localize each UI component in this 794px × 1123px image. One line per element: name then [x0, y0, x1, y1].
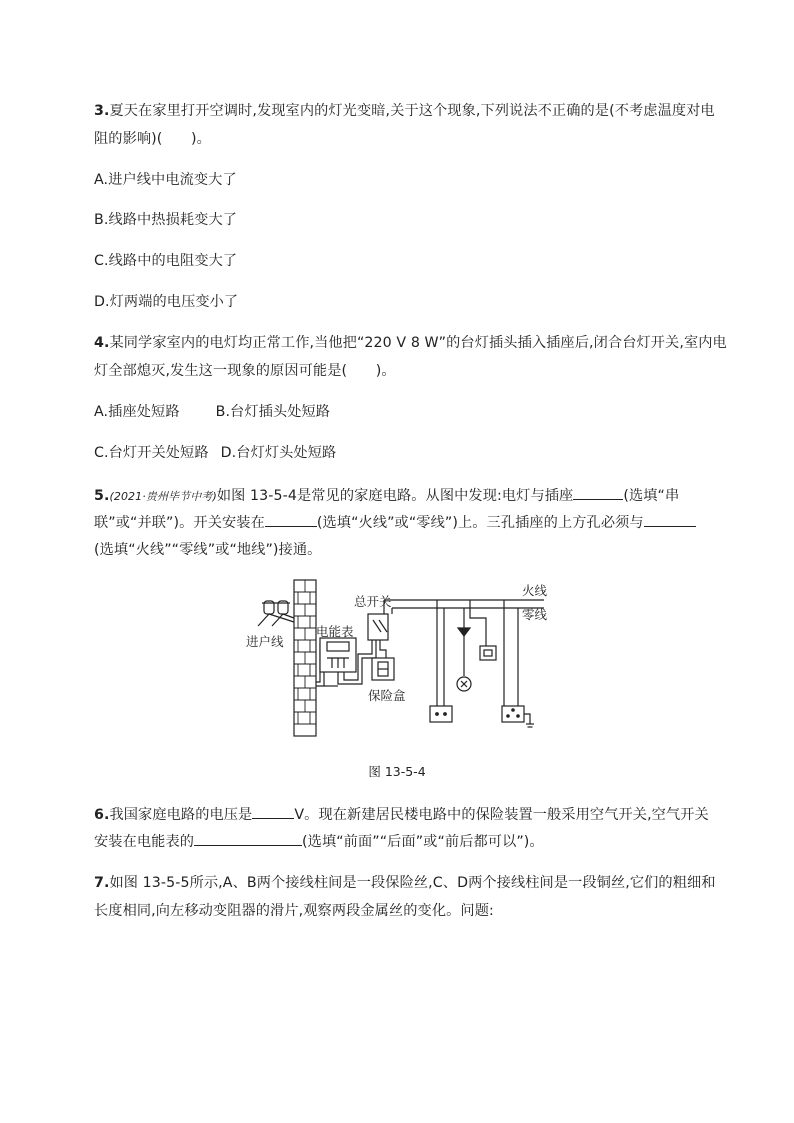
q7-stem-line2: 长度相同,向左移动变阻器的滑片,观察两段金属丝的变化。问题: — [94, 903, 494, 919]
q6-blank-2[interactable] — [194, 831, 302, 846]
socket-icon — [430, 706, 452, 722]
label-fuse-box: 保险盒 — [368, 688, 406, 703]
q3-option-c: C.线路中的电阻变大了 — [94, 253, 238, 269]
lamp-holder-icon — [458, 628, 470, 636]
q6-stem-line2 — [94, 831, 544, 852]
q5-text-1b: (选填“串 — [623, 488, 680, 504]
q3-option-a: A.进户线中电流变大了 — [94, 172, 237, 188]
q6-text-1b: V。现在新建居民楼电路中的保险装置一般采用空气开关,空气开关 — [294, 807, 709, 823]
q7-stem-line1 — [94, 873, 716, 893]
q5-blank-1[interactable] — [573, 485, 623, 500]
figure-caption: 图 13-5-4 — [368, 764, 426, 779]
q6-blank-1[interactable] — [252, 804, 294, 819]
q3-option-d: D.灯两端的电压变小了 — [94, 294, 239, 310]
q5-stem-line3: (选填“火线”“零线”或“地线”)接通。 — [94, 542, 322, 558]
q4-stem-line2: 灯全部熄灭,发生这一现象的原因可能是( )。 — [94, 363, 396, 379]
q6-text-1a: 我国家庭电路的电压是 — [109, 807, 253, 823]
q5-stem-line2 — [94, 512, 696, 533]
q4-options-row1 — [94, 402, 330, 422]
q7-text-1: 如图 13-5-5所示,A、B两个接线柱间是一段保险丝,C、D两个接线柱间是一段铜丝,它们的粗细和 — [109, 875, 716, 891]
insulator-icon — [258, 601, 294, 626]
q6-text-2a: 安装在电能表的 — [94, 834, 195, 850]
q7-number: 7. — [94, 875, 110, 891]
label-meter: 电能表 — [316, 624, 354, 639]
q4-option-d: D.台灯灯头处短路 — [220, 445, 337, 461]
q4-options-row2 — [94, 443, 336, 463]
household-circuit-figure — [232, 578, 564, 738]
q4-text-1: 某同学家室内的电灯均正常工作,当他把“220 V 8 W”的台灯插头插入插座后,闭合台灯开关,室内电 — [109, 335, 727, 351]
label-neutral-wire: 零线 — [522, 607, 548, 622]
q4-option-b: B.台灯插头处短路 — [215, 404, 331, 420]
q3-stem-line1 — [94, 101, 715, 121]
q6-text-2b: (选填“前面”“后面”或“前后都可以”)。 — [302, 834, 544, 850]
q5-text-2b: (选填“火线”或“零线”)上。三孔插座的上方孔必须与 — [316, 515, 644, 531]
label-service-line: 进户线 — [246, 634, 284, 649]
q3-stem-line2 — [94, 129, 211, 149]
q5-source: (2021·贵州毕节中考) — [109, 490, 217, 503]
label-fire-wire: 火线 — [522, 583, 548, 598]
q5-blank-2[interactable] — [265, 512, 317, 527]
q5-number: 5. — [94, 488, 110, 504]
q5-blank-3[interactable] — [644, 512, 696, 527]
lamp-switch-icon — [480, 646, 496, 660]
q5-text-2a: 联”或“并联”)。开关安装在 — [94, 515, 265, 531]
q4-number: 4. — [94, 335, 110, 351]
q4-stem-line1 — [94, 333, 727, 353]
q6-stem-line1 — [94, 804, 709, 825]
q3-text-1: 夏天在家里打开空调时,发现室内的灯光变暗,关于这个现象,下列说法不正确的是(不考虑温度对电 — [109, 103, 715, 119]
q4-option-a: A.插座处短路 — [94, 404, 180, 420]
q5-text-1a: 如图 13-5-4是常见的家庭电路。从图中发现:电灯与插座 — [216, 488, 574, 504]
q3-text-2: 阻的影响)( )。 — [94, 131, 211, 147]
q6-number: 6. — [94, 807, 110, 823]
q5-stem-line1 — [94, 485, 679, 507]
q4-option-c: C.台灯开关处短路 — [94, 445, 209, 461]
q3-number: 3. — [94, 103, 110, 119]
label-main-switch: 总开关 — [354, 594, 392, 609]
q3-option-b: B.线路中热损耗变大了 — [94, 212, 238, 228]
